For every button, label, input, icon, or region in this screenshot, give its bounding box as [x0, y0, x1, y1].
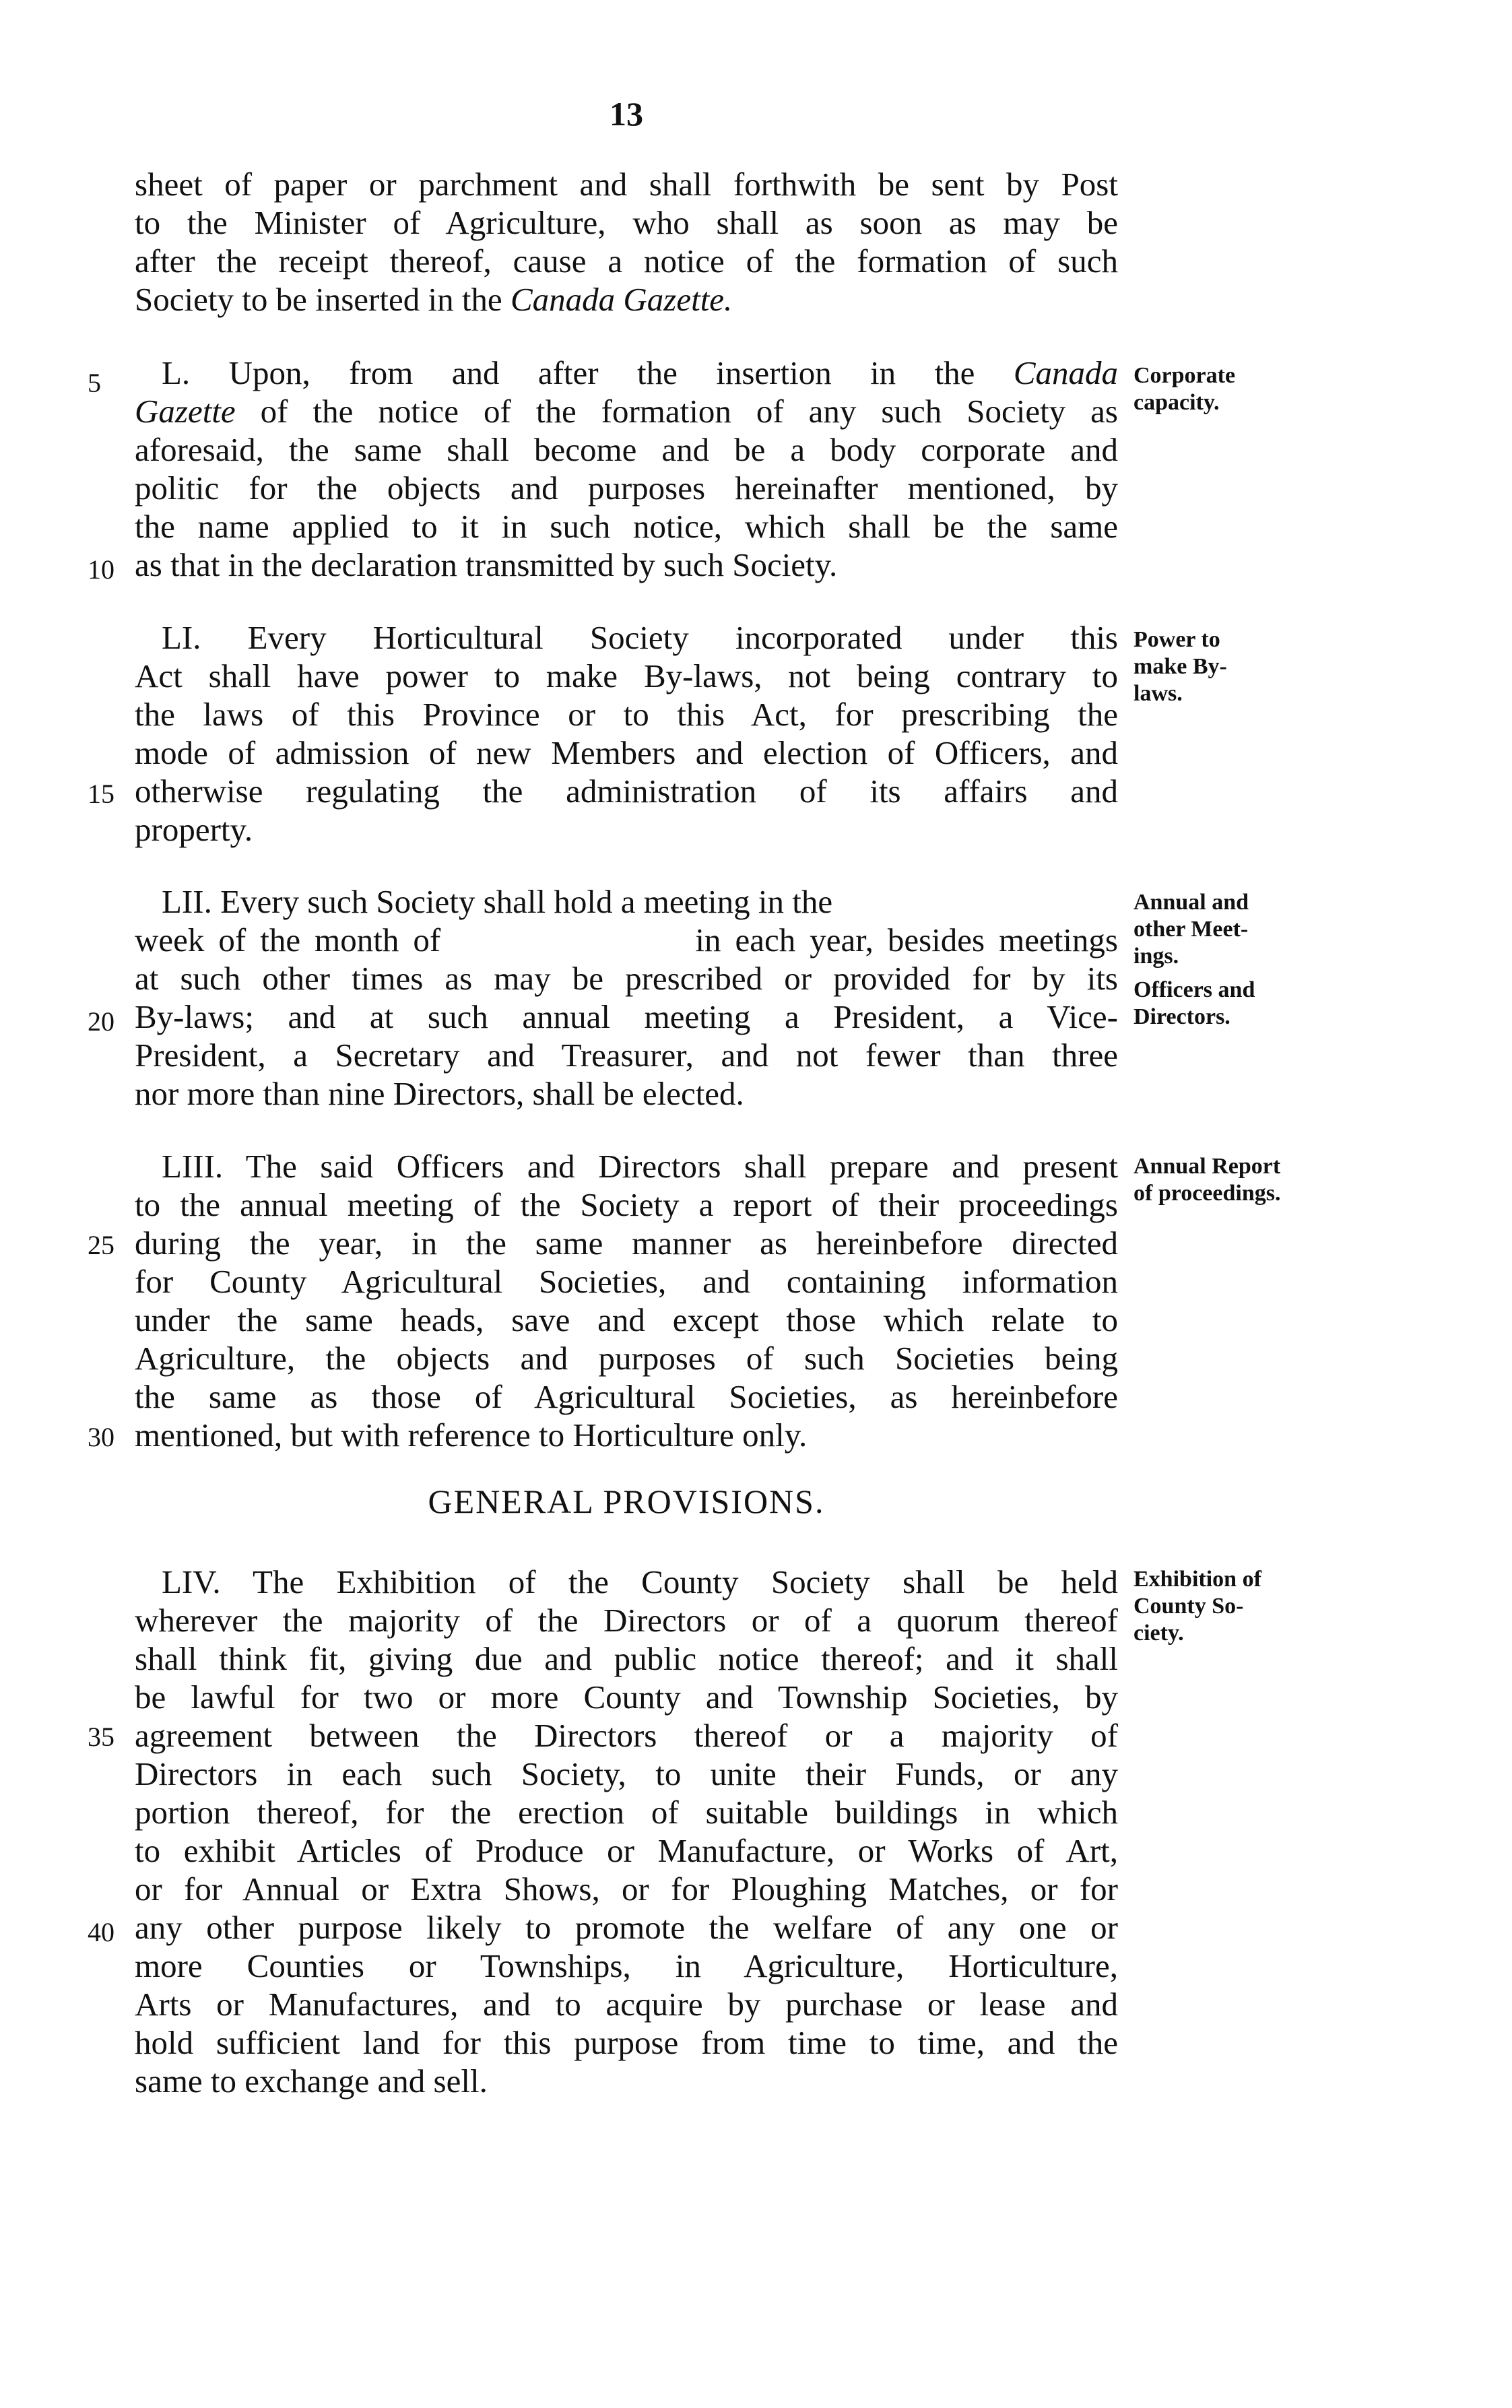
text-line: nor more than nine Directors, shall be elected.	[135, 1075, 744, 1112]
text-line: or for Annual or Extra Shows, or for Ploughing Matches, or for	[135, 1870, 1118, 1908]
margin-note-annual-meetings	[1133, 889, 1356, 970]
text-line: Act shall have power to make By-laws, not being contrary to	[135, 657, 1118, 694]
page-number: 13	[610, 95, 643, 133]
line-number: 5	[88, 368, 101, 398]
text-line: aforesaid, the same shall become and be a body corporate and	[135, 431, 1118, 468]
text-line: wherever the majority of the Directors or of a quorum thereof	[135, 1602, 1118, 1639]
text-line: more Counties or Townships, in Agriculture, Horticulture,	[135, 1947, 1118, 1984]
margin-note-corporate	[1133, 362, 1356, 416]
section-heading: GENERAL PROVISIONS.	[428, 1483, 825, 1520]
text-line: agreement between the Directors thereof or a majority of	[135, 1717, 1118, 1754]
margin-note-line: make By-	[1133, 654, 1227, 679]
italic-text: Canada	[1013, 354, 1118, 391]
text-line: President, a Secretary and Treasurer, and not fewer than three	[135, 1037, 1118, 1074]
text-line: Arts or Manufactures, and to acquire by purchase or lease and	[135, 1986, 1118, 2023]
text-line: sheet of paper or parchment and shall forthwith be sent by Post	[135, 166, 1118, 203]
text-line: Agriculture, the objects and purposes of such Societies being	[135, 1340, 1118, 1377]
margin-note-line: other Meet-	[1133, 917, 1249, 942]
text-line	[135, 280, 1118, 319]
line-number: 20	[88, 1006, 114, 1037]
margin-note-line: ings.	[1133, 944, 1179, 969]
line-number: 30	[88, 1422, 114, 1452]
margin-note-exhibition	[1133, 1566, 1356, 1647]
text-line: at such other times as may be prescribed or provided for by its	[135, 960, 1118, 997]
line-number: 25	[88, 1230, 114, 1260]
margin-note-line: County So-	[1133, 1594, 1244, 1619]
text-line: By-laws; and at such annual meeting a President, a Vice-	[135, 998, 1118, 1035]
text-line: be lawful for two or more County and Township Societies, by	[135, 1679, 1118, 1716]
text-line	[135, 392, 1118, 430]
text-line: after the receipt thereof, cause a notice of the formation of such	[135, 242, 1118, 280]
text-line: property.	[135, 811, 253, 848]
text-span: of the notice of the formation of any such Society as	[235, 393, 1118, 430]
italic-text: Gazette	[135, 393, 236, 430]
text-line: for County Agricultural Societies, and containing information	[135, 1263, 1118, 1300]
text-line: any other purpose likely to promote the welfare of any one or	[135, 1909, 1118, 1946]
margin-note-annual-report	[1133, 1153, 1356, 1207]
margin-note-officers	[1133, 977, 1356, 1031]
text-line: to the annual meeting of the Society a report of their proceedings	[135, 1186, 1118, 1223]
italic-text: Canada Gazette.	[510, 281, 733, 318]
margin-note-line: of proceedings.	[1133, 1181, 1281, 1206]
line-number: 35	[88, 1722, 114, 1752]
margin-note-line: Exhibition of	[1133, 1567, 1261, 1592]
text-line: mentioned, but with reference to Horticulture only.	[135, 1417, 808, 1454]
margin-note-line: Corporate	[1133, 363, 1236, 388]
text-line: to the Minister of Agriculture, who shall as soon as may be	[135, 204, 1118, 241]
margin-note-line: Annual and	[1133, 890, 1249, 915]
text-line: LI. Every Horticultural Society incorporated under this	[162, 619, 1118, 656]
text-line: politic for the objects and purposes hereinafter mentioned, by	[135, 469, 1118, 507]
margin-note-line: capacity.	[1133, 390, 1220, 415]
text-line: mode of admission of new Members and election of Officers, and	[135, 734, 1118, 771]
text-line: the laws of this Province or to this Act, for prescribing the	[135, 696, 1118, 733]
margin-note-line: laws.	[1133, 681, 1183, 706]
text-line: the same as those of Agricultural Societies, as hereinbefore	[135, 1378, 1118, 1415]
text-line: as that in the declaration transmitted by such Society.	[135, 546, 838, 583]
text-line: Directors in each such Society, to unite their Funds, or any	[135, 1755, 1118, 1792]
text-line: LIII. The said Officers and Directors shall prepare and present	[162, 1148, 1118, 1185]
text-line: LII. Every such Society shall hold a meeting in the	[162, 883, 833, 920]
text-line: otherwise regulating the administration of its affairs and	[135, 773, 1118, 810]
margin-note-power	[1133, 626, 1356, 707]
text-span: L. Upon, from and after the insertion in the	[162, 354, 1014, 391]
text-line: under the same heads, save and except those which relate to	[135, 1301, 1118, 1338]
text-span: Society to be inserted in the	[135, 281, 511, 318]
text-line: to exhibit Articles of Produce or Manufacture, or Works of Art,	[135, 1832, 1118, 1869]
text-line: during the year, in the same manner as hereinbefore directed	[135, 1225, 1118, 1262]
text-line	[162, 354, 1118, 392]
text-line: shall think fit, giving due and public notice thereof; and it shall	[135, 1640, 1118, 1677]
text-line: LIV. The Exhibition of the County Society shall be held	[162, 1563, 1118, 1600]
margin-note-line: Power to	[1133, 627, 1220, 652]
text-line: the name applied to it in such notice, which shall be the same	[135, 508, 1118, 545]
text-line: hold sufficient land for this purpose from time to time, and the	[135, 2024, 1118, 2061]
margin-note-line: ciety.	[1133, 1621, 1184, 1646]
line-number: 40	[88, 1917, 114, 1947]
margin-note-line: Officers and	[1133, 977, 1255, 1002]
line-number: 15	[88, 779, 114, 809]
text-line: week of the month of in each year, besides meetings	[135, 921, 1118, 958]
line-number: 10	[88, 554, 114, 585]
margin-note-line: Annual Report	[1133, 1154, 1281, 1179]
text-line: portion thereof, for the erection of suitable buildings in which	[135, 1794, 1118, 1831]
margin-note-line: Directors.	[1133, 1004, 1230, 1029]
text-line: same to exchange and sell.	[135, 2062, 488, 2100]
